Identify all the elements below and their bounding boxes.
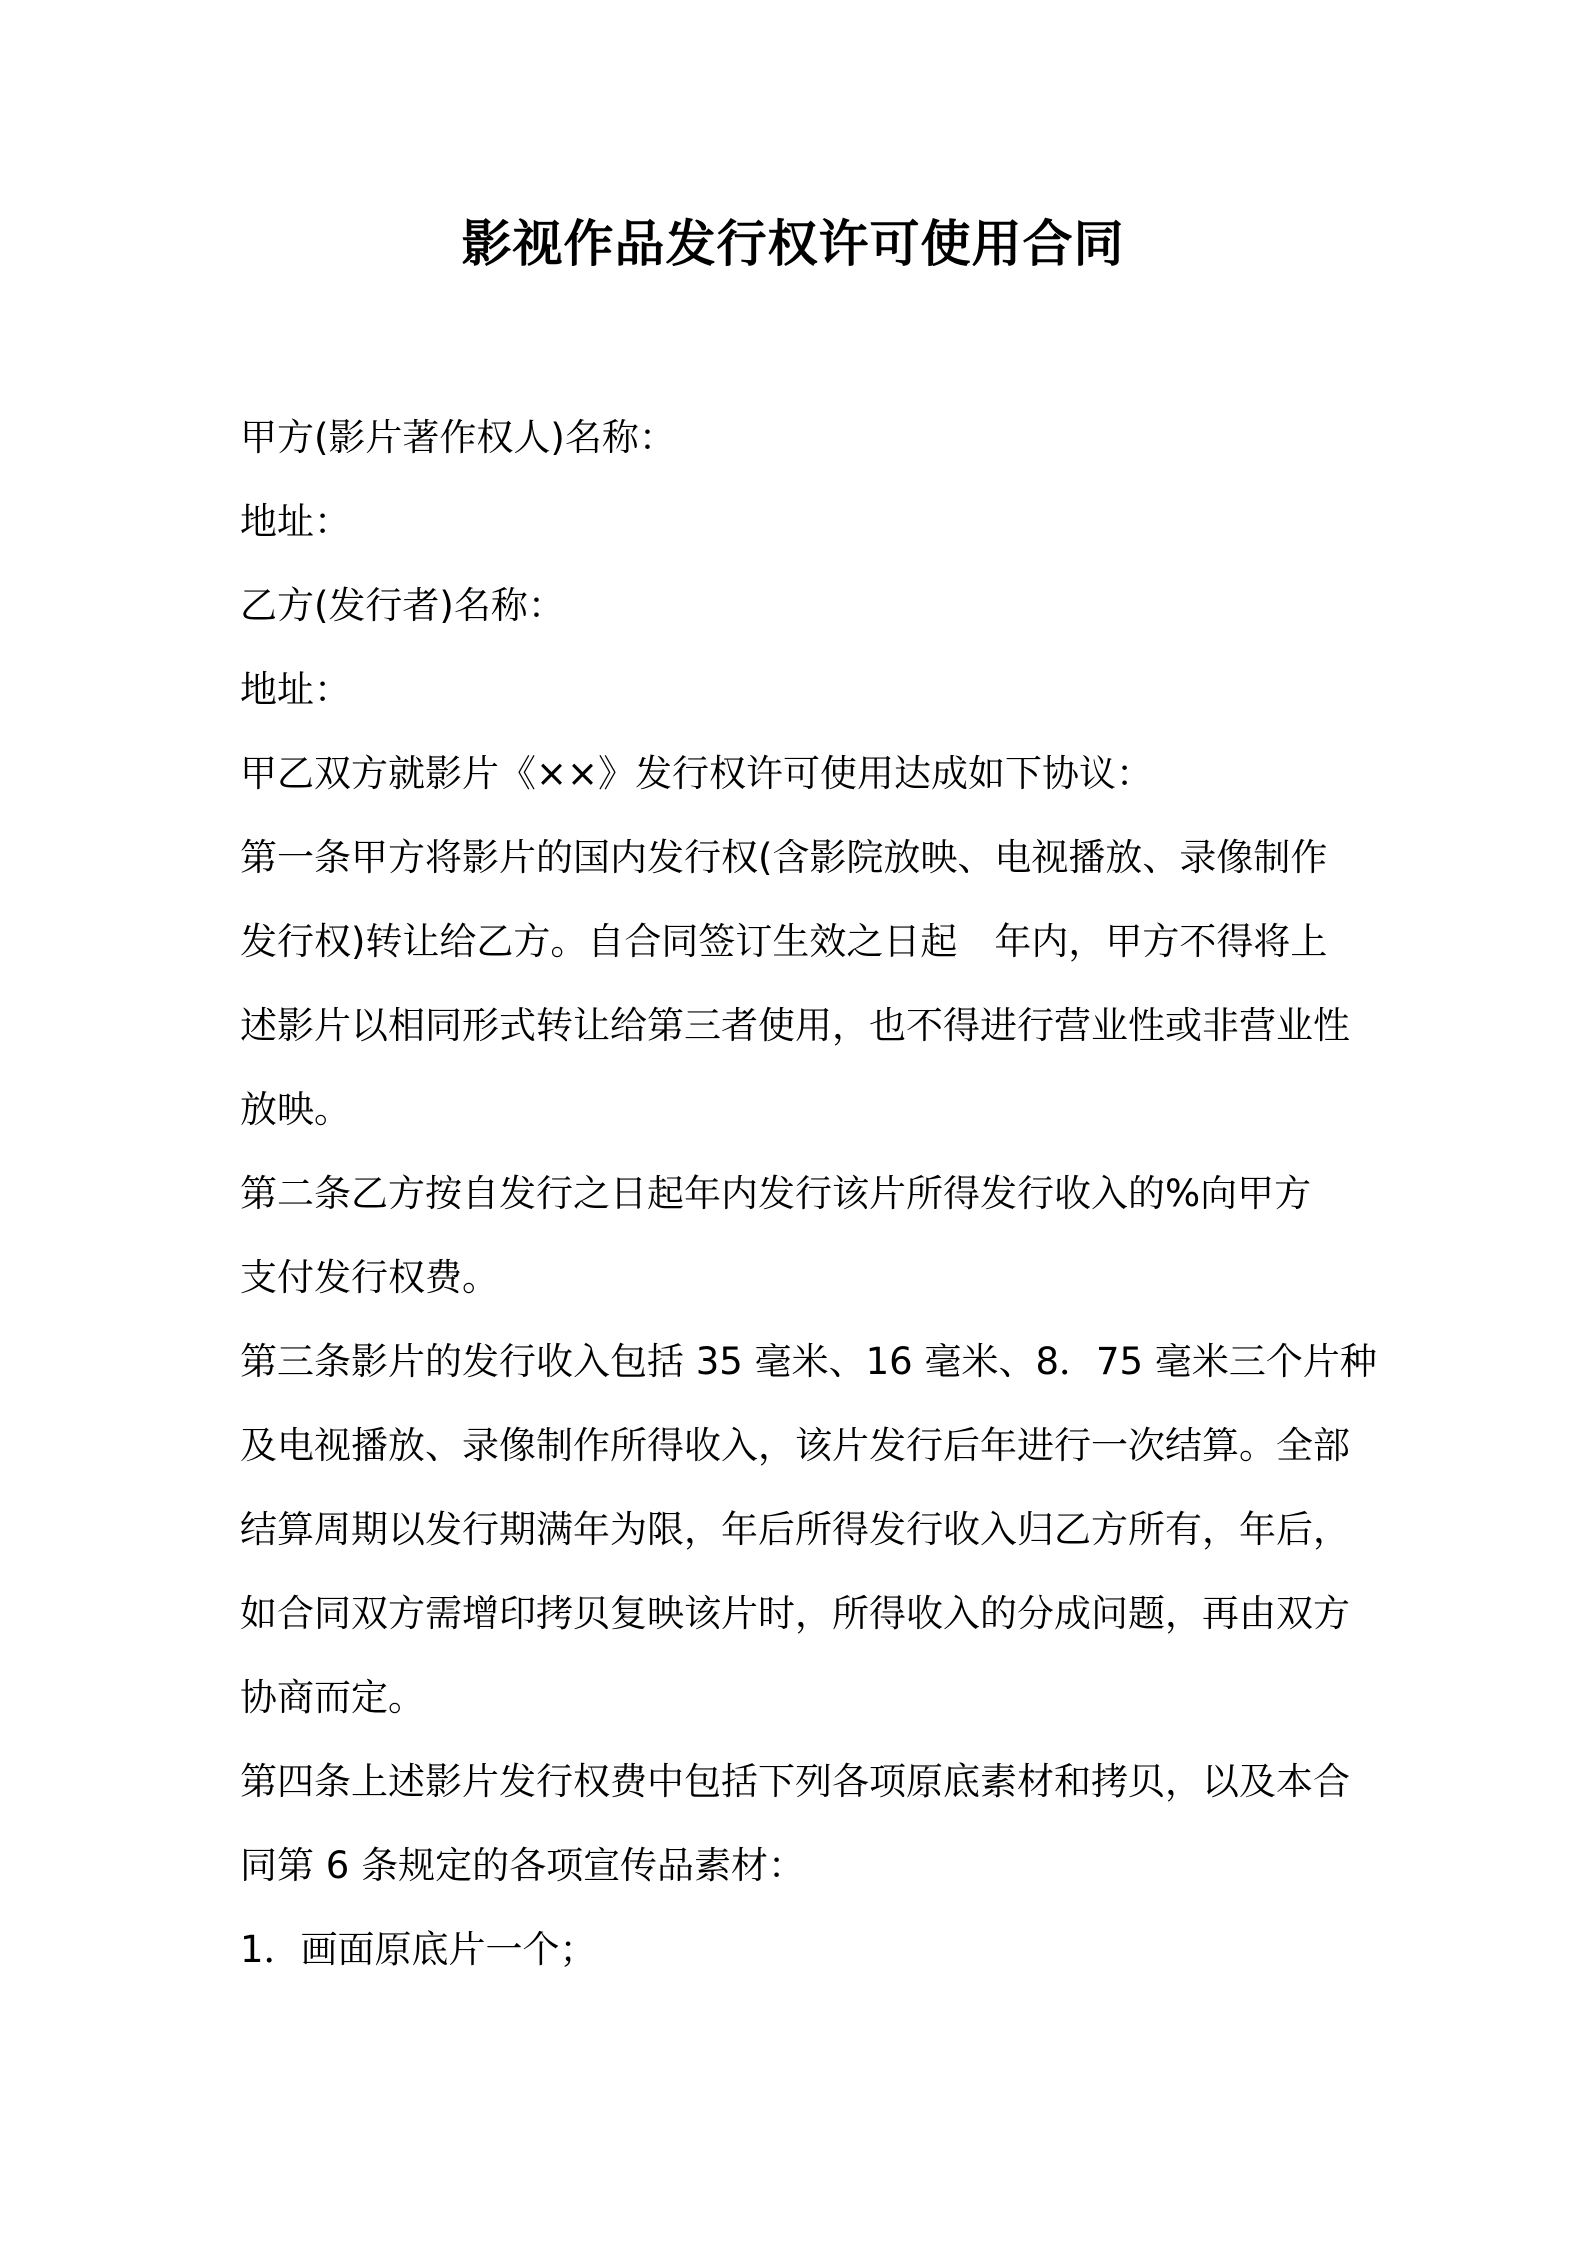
article-3-line-1: 第三条影片的发行收入包括 35 毫米、16 毫米、8．75 毫米三个片种 (240, 1340, 1377, 1383)
article-3-line-4: 如合同双方需增印拷贝复映该片时，所得收入的分成问题，再由双方 (240, 1592, 1350, 1635)
document-body (240, 396, 1377, 1992)
party-a-address-line: 地址： (240, 500, 351, 543)
article-3-line-3: 结算周期以发行期满年为限，年后所得发行收入归乙方所有，年后， (240, 1508, 1350, 1551)
agreement-intro-line: 甲乙双方就影片《××》发行权许可使用达成如下协议： (240, 752, 1154, 795)
article-4-line-1: 第四条上述影片发行权费中包括下列各项原底素材和拷贝，以及本合 (240, 1760, 1350, 1803)
article-2-line-1: 第二条乙方按自发行之日起年内发行该片所得发行收入的%向甲方 (240, 1172, 1312, 1215)
article-2-line-2: 支付发行权费。 (240, 1256, 499, 1299)
party-b-name-line: 乙方(发行者)名称： (240, 584, 565, 627)
party-a-name-line: 甲方(影片著作权人)名称： (240, 416, 676, 459)
article-4-line-2: 同第 6 条规定的各项宣传品素材： (240, 1844, 806, 1887)
article-1-line-1: 第一条甲方将影片的国内发行权(含影院放映、电视播放、录像制作 (240, 836, 1328, 879)
document-title: 影视作品发行权许可使用合同 (461, 215, 1125, 273)
list-item-1: 1．画面原底片一个； (240, 1928, 597, 1971)
article-1-line-4: 放映。 (240, 1088, 351, 1131)
party-b-address-line: 地址： (240, 668, 351, 711)
article-3-line-5: 协商而定。 (240, 1676, 425, 1719)
article-3-line-2: 及电视播放、录像制作所得收入，该片发行后年进行一次结算。全部 (240, 1424, 1350, 1467)
article-1-line-3: 述影片以相同形式转让给第三者使用，也不得进行营业性或非营业性 (240, 1004, 1350, 1047)
article-1-line-2: 发行权)转让给乙方。自合同签订生效之日起 年内，甲方不得将上 (240, 920, 1328, 963)
